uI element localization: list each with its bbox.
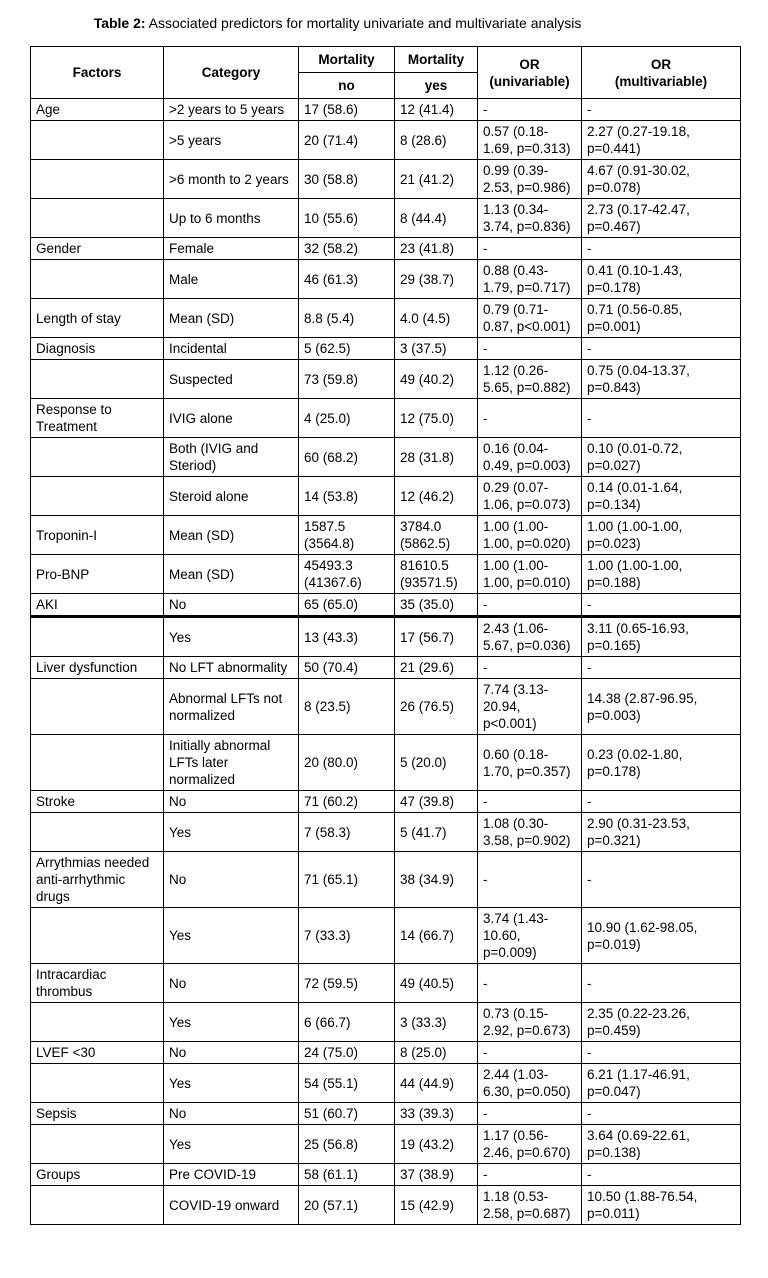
cell-category: Pre COVID-19	[164, 1164, 299, 1186]
cell-category: Steroid alone	[164, 477, 299, 516]
cell-or_univariable: -	[478, 338, 582, 360]
cell-or_univariable: -	[478, 1103, 582, 1125]
cell-factor	[31, 477, 164, 516]
table-row	[31, 1125, 741, 1164]
cell-mortality_yes: 5 (20.0)	[395, 735, 478, 791]
cell-mortality_no: 60 (68.2)	[299, 438, 395, 477]
cell-factor: Arrythmias needed anti-arrhythmic drugs	[31, 852, 164, 908]
table-row	[31, 908, 741, 964]
cell-or_univariable: 1.12 (0.26-5.65, p=0.882)	[478, 360, 582, 399]
cell-mortality_no: 13 (43.3)	[299, 617, 395, 657]
header-or-univariable-line2: (univariable)	[489, 73, 570, 89]
cell-mortality_no: 8 (23.5)	[299, 679, 395, 735]
cell-or_univariable: 0.79 (0.71-0.87, p<0.001)	[478, 299, 582, 338]
cell-category: No	[164, 1042, 299, 1064]
table-row	[31, 657, 741, 679]
cell-or_univariable: 0.73 (0.15-2.92, p=0.673)	[478, 1003, 582, 1042]
cell-factor	[31, 1064, 164, 1103]
cell-or_multivariable: 2.27 (0.27-19.18, p=0.441)	[582, 121, 741, 160]
table-body	[31, 99, 741, 1225]
cell-mortality_yes: 3784.0 (5862.5)	[395, 516, 478, 555]
cell-or_univariable: -	[478, 399, 582, 438]
cell-or_multivariable: 1.00 (1.00-1.00, p=0.023)	[582, 516, 741, 555]
cell-factor: Stroke	[31, 791, 164, 813]
cell-category: Mean (SD)	[164, 516, 299, 555]
table-row	[31, 617, 741, 657]
header-mortality-no-top: Mortality	[299, 47, 395, 73]
cell-or_univariable: -	[478, 1042, 582, 1064]
cell-or_multivariable: -	[582, 1164, 741, 1186]
cell-category: Mean (SD)	[164, 555, 299, 594]
table-row	[31, 791, 741, 813]
cell-factor	[31, 617, 164, 657]
cell-factor: Response to Treatment	[31, 399, 164, 438]
cell-or_multivariable: 0.41 (0.10-1.43, p=0.178)	[582, 260, 741, 299]
table-row	[31, 160, 741, 199]
cell-mortality_yes: 21 (41.2)	[395, 160, 478, 199]
cell-mortality_no: 71 (65.1)	[299, 852, 395, 908]
cell-mortality_no: 7 (58.3)	[299, 813, 395, 852]
table-row	[31, 679, 741, 735]
table-row	[31, 1003, 741, 1042]
cell-or_multivariable: -	[582, 238, 741, 260]
cell-or_univariable: 0.99 (0.39-2.53, p=0.986)	[478, 160, 582, 199]
cell-mortality_yes: 38 (34.9)	[395, 852, 478, 908]
cell-mortality_yes: 5 (41.7)	[395, 813, 478, 852]
cell-category: IVIG alone	[164, 399, 299, 438]
cell-or_multivariable: 3.64 (0.69-22.61, p=0.138)	[582, 1125, 741, 1164]
table-row	[31, 477, 741, 516]
cell-factor	[31, 260, 164, 299]
cell-or_multivariable: -	[582, 791, 741, 813]
cell-factor	[31, 679, 164, 735]
table-caption-label: Table 2:	[93, 15, 146, 31]
cell-or_multivariable: -	[582, 399, 741, 438]
cell-category: No LFT abnormality	[164, 657, 299, 679]
cell-category: Yes	[164, 1125, 299, 1164]
cell-mortality_yes: 12 (46.2)	[395, 477, 478, 516]
table-caption	[30, 14, 645, 32]
table-row	[31, 1164, 741, 1186]
cell-or_multivariable: 10.50 (1.88-76.54, p=0.011)	[582, 1186, 741, 1225]
cell-or_multivariable: 0.75 (0.04-13.37, p=0.843)	[582, 360, 741, 399]
cell-or_univariable: 7.74 (3.13-20.94, p<0.001)	[478, 679, 582, 735]
cell-mortality_no: 46 (61.3)	[299, 260, 395, 299]
table-row	[31, 594, 741, 617]
cell-mortality_no: 51 (60.7)	[299, 1103, 395, 1125]
cell-or_multivariable: 1.00 (1.00-1.00, p=0.188)	[582, 555, 741, 594]
cell-mortality_yes: 3 (33.3)	[395, 1003, 478, 1042]
cell-or_multivariable: -	[582, 338, 741, 360]
cell-mortality_yes: 12 (75.0)	[395, 399, 478, 438]
predictors-table	[30, 46, 741, 1225]
cell-mortality_no: 50 (70.4)	[299, 657, 395, 679]
cell-or_multivariable: 0.23 (0.02-1.80, p=0.178)	[582, 735, 741, 791]
cell-or_multivariable: 3.11 (0.65-16.93, p=0.165)	[582, 617, 741, 657]
cell-mortality_no: 6 (66.7)	[299, 1003, 395, 1042]
cell-mortality_yes: 8 (44.4)	[395, 199, 478, 238]
cell-or_multivariable: -	[582, 852, 741, 908]
table-row	[31, 299, 741, 338]
cell-mortality_yes: 19 (43.2)	[395, 1125, 478, 1164]
cell-or_univariable: 3.74 (1.43-10.60, p=0.009)	[478, 908, 582, 964]
cell-mortality_yes: 15 (42.9)	[395, 1186, 478, 1225]
cell-category: Male	[164, 260, 299, 299]
header-mortality-yes-top: Mortality	[395, 47, 478, 73]
cell-category: Female	[164, 238, 299, 260]
cell-category: No	[164, 1103, 299, 1125]
header-factors: Factors	[31, 47, 164, 99]
table-row	[31, 1064, 741, 1103]
cell-or_multivariable: -	[582, 964, 741, 1003]
cell-mortality_yes: 4.0 (4.5)	[395, 299, 478, 338]
cell-category: No	[164, 594, 299, 617]
table-row	[31, 813, 741, 852]
cell-or_univariable: 1.13 (0.34-3.74, p=0.836)	[478, 199, 582, 238]
cell-or_univariable: 1.00 (1.00-1.00, p=0.010)	[478, 555, 582, 594]
cell-or_multivariable: 10.90 (1.62-98.05, p=0.019)	[582, 908, 741, 964]
cell-factor	[31, 360, 164, 399]
cell-mortality_no: 17 (58.6)	[299, 99, 395, 121]
table-row	[31, 199, 741, 238]
cell-mortality_no: 24 (75.0)	[299, 1042, 395, 1064]
cell-or_univariable: -	[478, 852, 582, 908]
cell-mortality_yes: 23 (41.8)	[395, 238, 478, 260]
header-or-multivariable	[582, 47, 741, 99]
cell-factor	[31, 735, 164, 791]
table-row	[31, 260, 741, 299]
cell-category: COVID-19 onward	[164, 1186, 299, 1225]
cell-mortality_no: 1587.5 (3564.8)	[299, 516, 395, 555]
cell-mortality_no: 10 (55.6)	[299, 199, 395, 238]
cell-or_multivariable: 0.71 (0.56-0.85, p=0.001)	[582, 299, 741, 338]
cell-or_univariable: 1.17 (0.56-2.46, p=0.670)	[478, 1125, 582, 1164]
cell-factor	[31, 908, 164, 964]
cell-factor	[31, 438, 164, 477]
cell-or_multivariable: 6.21 (1.17-46.91, p=0.047)	[582, 1064, 741, 1103]
cell-mortality_no: 4 (25.0)	[299, 399, 395, 438]
table-row	[31, 555, 741, 594]
table-row	[31, 399, 741, 438]
cell-or_univariable: -	[478, 1164, 582, 1186]
cell-or_multivariable: 2.73 (0.17-42.47, p=0.467)	[582, 199, 741, 238]
cell-mortality_no: 5 (62.5)	[299, 338, 395, 360]
cell-or_multivariable: -	[582, 1042, 741, 1064]
cell-category: No	[164, 964, 299, 1003]
cell-or_univariable: 0.29 (0.07-1.06, p=0.073)	[478, 477, 582, 516]
cell-factor	[31, 121, 164, 160]
cell-or_multivariable: 0.14 (0.01-1.64, p=0.134)	[582, 477, 741, 516]
cell-factor: LVEF <30	[31, 1042, 164, 1064]
cell-mortality_no: 73 (59.8)	[299, 360, 395, 399]
cell-mortality_yes: 29 (38.7)	[395, 260, 478, 299]
cell-category: Abnormal LFTs not normalized	[164, 679, 299, 735]
table-row	[31, 735, 741, 791]
cell-or_univariable: 0.88 (0.43-1.79, p=0.717)	[478, 260, 582, 299]
cell-or_multivariable: -	[582, 594, 741, 617]
cell-or_multivariable: -	[582, 99, 741, 121]
cell-factor	[31, 1125, 164, 1164]
cell-mortality_no: 7 (33.3)	[299, 908, 395, 964]
cell-mortality_yes: 37 (38.9)	[395, 1164, 478, 1186]
cell-or_univariable: -	[478, 791, 582, 813]
table-row	[31, 852, 741, 908]
cell-factor: Length of stay	[31, 299, 164, 338]
cell-category: No	[164, 791, 299, 813]
cell-or_univariable: 0.60 (0.18-1.70, p=0.357)	[478, 735, 582, 791]
cell-factor	[31, 1186, 164, 1225]
cell-factor: Gender	[31, 238, 164, 260]
cell-mortality_no: 14 (53.8)	[299, 477, 395, 516]
table-row	[31, 1186, 741, 1225]
cell-category: No	[164, 852, 299, 908]
cell-category: Yes	[164, 813, 299, 852]
cell-or_univariable: -	[478, 964, 582, 1003]
cell-mortality_yes: 26 (76.5)	[395, 679, 478, 735]
cell-mortality_no: 20 (71.4)	[299, 121, 395, 160]
cell-mortality_no: 54 (55.1)	[299, 1064, 395, 1103]
cell-or_multivariable: 2.35 (0.22-23.26, p=0.459)	[582, 1003, 741, 1042]
cell-category: >5 years	[164, 121, 299, 160]
cell-or_multivariable: -	[582, 657, 741, 679]
header-or-multivariable-line2: (multivariable)	[614, 73, 708, 89]
cell-category: Both (IVIG and Steriod)	[164, 438, 299, 477]
cell-mortality_no: 45493.3 (41367.6)	[299, 555, 395, 594]
header-or-multivariable-line1: OR	[650, 56, 672, 72]
cell-mortality_no: 25 (56.8)	[299, 1125, 395, 1164]
cell-mortality_yes: 33 (39.3)	[395, 1103, 478, 1125]
cell-factor: Diagnosis	[31, 338, 164, 360]
cell-factor	[31, 813, 164, 852]
cell-or_univariable: -	[478, 594, 582, 617]
table-row	[31, 360, 741, 399]
cell-category: Mean (SD)	[164, 299, 299, 338]
table-row	[31, 99, 741, 121]
header-or-univariable	[478, 47, 582, 99]
cell-mortality_yes: 21 (29.6)	[395, 657, 478, 679]
cell-mortality_no: 8.8 (5.4)	[299, 299, 395, 338]
cell-or_univariable: 2.43 (1.06-5.67, p=0.036)	[478, 617, 582, 657]
cell-or_univariable: 0.57 (0.18-1.69, p=0.313)	[478, 121, 582, 160]
cell-or_univariable: 1.08 (0.30-3.58, p=0.902)	[478, 813, 582, 852]
cell-mortality_no: 30 (58.8)	[299, 160, 395, 199]
header-mortality-yes-bottom: yes	[395, 73, 478, 99]
cell-category: Up to 6 months	[164, 199, 299, 238]
table-row	[31, 964, 741, 1003]
cell-mortality_yes: 14 (66.7)	[395, 908, 478, 964]
table-row	[31, 121, 741, 160]
cell-or_univariable: 0.16 (0.04-0.49, p=0.003)	[478, 438, 582, 477]
cell-or_univariable: 1.00 (1.00-1.00, p=0.020)	[478, 516, 582, 555]
cell-factor: Pro-BNP	[31, 555, 164, 594]
cell-factor: Sepsis	[31, 1103, 164, 1125]
cell-or_univariable: -	[478, 657, 582, 679]
cell-or_multivariable: 2.90 (0.31-23.53, p=0.321)	[582, 813, 741, 852]
header-category: Category	[164, 47, 299, 99]
header-row-top	[31, 47, 741, 73]
cell-or_univariable: -	[478, 99, 582, 121]
table-row	[31, 238, 741, 260]
cell-mortality_yes: 17 (56.7)	[395, 617, 478, 657]
cell-or_multivariable: 4.67 (0.91-30.02, p=0.078)	[582, 160, 741, 199]
cell-mortality_yes: 8 (25.0)	[395, 1042, 478, 1064]
table-header	[31, 47, 741, 99]
cell-or_univariable: 2.44 (1.03-6.30, p=0.050)	[478, 1064, 582, 1103]
table-row	[31, 516, 741, 555]
cell-category: Suspected	[164, 360, 299, 399]
cell-factor: Liver dysfunction	[31, 657, 164, 679]
cell-category: Yes	[164, 908, 299, 964]
cell-category: >6 month to 2 years	[164, 160, 299, 199]
header-or-univariable-line1: OR	[519, 56, 540, 72]
cell-category: Incidental	[164, 338, 299, 360]
cell-mortality_yes: 8 (28.6)	[395, 121, 478, 160]
cell-factor	[31, 199, 164, 238]
cell-mortality_no: 20 (57.1)	[299, 1186, 395, 1225]
cell-or_multivariable: 0.10 (0.01-0.72, p=0.027)	[582, 438, 741, 477]
table-row	[31, 1103, 741, 1125]
cell-mortality_yes: 49 (40.2)	[395, 360, 478, 399]
cell-mortality_yes: 35 (35.0)	[395, 594, 478, 617]
cell-mortality_no: 71 (60.2)	[299, 791, 395, 813]
table-row	[31, 338, 741, 360]
cell-mortality_yes: 81610.5 (93571.5)	[395, 555, 478, 594]
table-row	[31, 438, 741, 477]
cell-factor	[31, 1003, 164, 1042]
cell-factor: Groups	[31, 1164, 164, 1186]
cell-or_univariable: -	[478, 238, 582, 260]
cell-mortality_yes: 12 (41.4)	[395, 99, 478, 121]
cell-or_multivariable: 14.38 (2.87-96.95, p=0.003)	[582, 679, 741, 735]
cell-factor: Intracardiac thrombus	[31, 964, 164, 1003]
cell-factor: AKI	[31, 594, 164, 617]
cell-mortality_yes: 49 (40.5)	[395, 964, 478, 1003]
cell-mortality_no: 72 (59.5)	[299, 964, 395, 1003]
cell-mortality_no: 20 (80.0)	[299, 735, 395, 791]
table-caption-text: Associated predictors for mortality univariate and multivariate analysis	[145, 15, 582, 31]
cell-category: >2 years to 5 years	[164, 99, 299, 121]
cell-category: Initially abnormal LFTs later normalized	[164, 735, 299, 791]
cell-mortality_yes: 28 (31.8)	[395, 438, 478, 477]
cell-category: Yes	[164, 617, 299, 657]
cell-mortality_no: 65 (65.0)	[299, 594, 395, 617]
cell-category: Yes	[164, 1064, 299, 1103]
cell-factor	[31, 160, 164, 199]
cell-mortality_yes: 47 (39.8)	[395, 791, 478, 813]
cell-mortality_no: 58 (61.1)	[299, 1164, 395, 1186]
cell-mortality_yes: 3 (37.5)	[395, 338, 478, 360]
cell-mortality_yes: 44 (44.9)	[395, 1064, 478, 1103]
header-mortality-no-bottom: no	[299, 73, 395, 99]
cell-or_univariable: 1.18 (0.53-2.58, p=0.687)	[478, 1186, 582, 1225]
cell-category: Yes	[164, 1003, 299, 1042]
cell-mortality_no: 32 (58.2)	[299, 238, 395, 260]
cell-factor: Age	[31, 99, 164, 121]
cell-factor: Troponin-I	[31, 516, 164, 555]
table-row	[31, 1042, 741, 1064]
cell-or_multivariable: -	[582, 1103, 741, 1125]
